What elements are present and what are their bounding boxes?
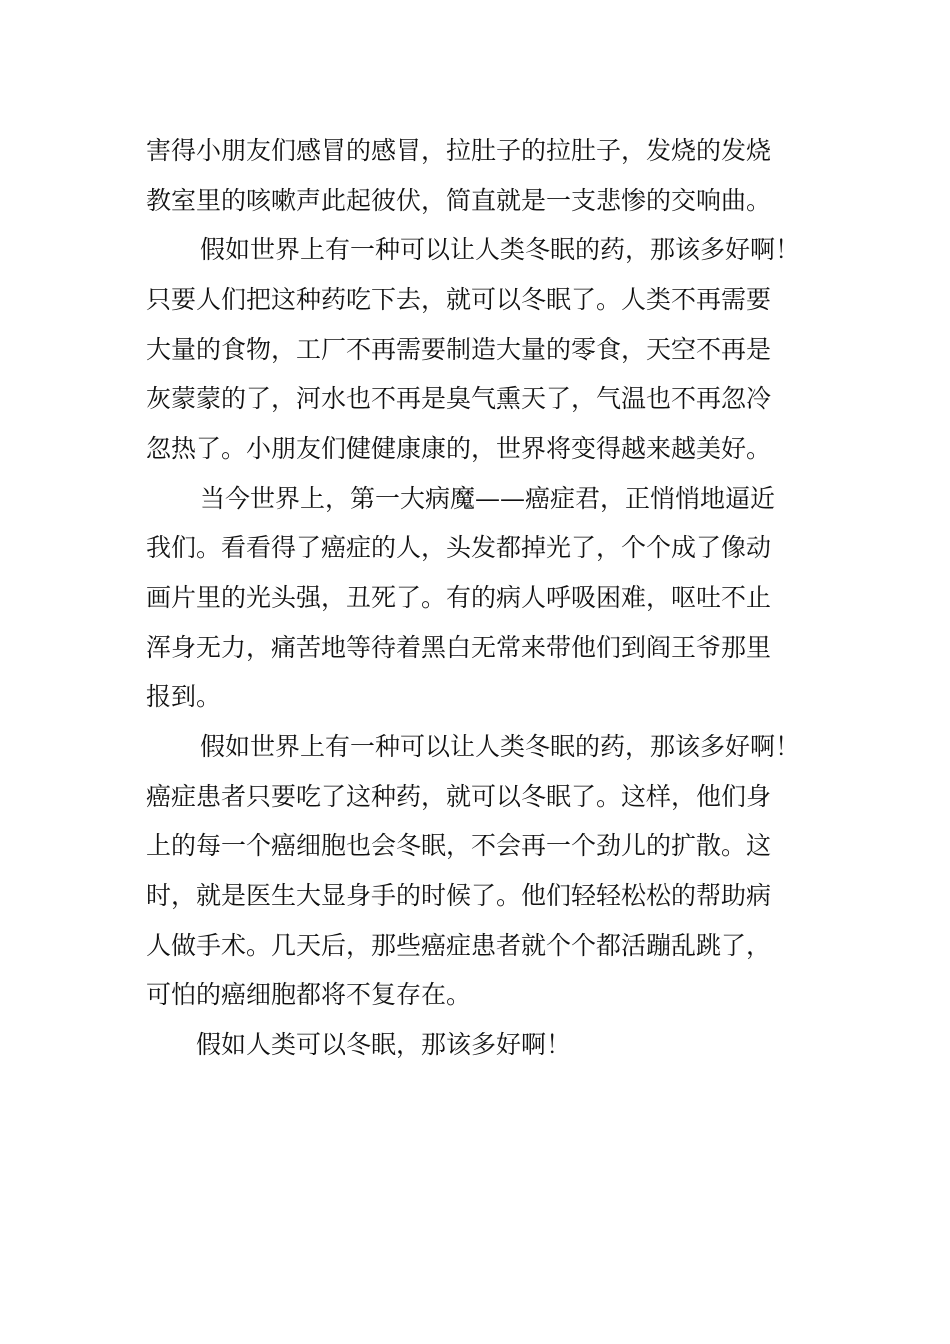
paragraph-start-line: 假如世界上有一种可以让人类冬眠的药，那该多好啊！ — [200, 732, 801, 761]
text-line: 时，就是医生大显身手的时候了。他们轻轻松松的帮助病 — [146, 881, 772, 910]
text-line: 只要人们把这种药吃下去，就可以冬眠了。人类不再需要 — [146, 285, 772, 314]
paragraph-start-line: 假如世界上有一种可以让人类冬眠的药，那该多好啊！ — [200, 235, 801, 264]
text-line: 灰蒙蒙的了，河水也不再是臭气熏天了，气温也不再忽冷 — [146, 384, 772, 413]
text-line: 我们。看看得了癌症的人，头发都掉光了，个个成了像动 — [146, 533, 772, 562]
text-line: 人做手术。几天后，那些癌症患者就个个都活蹦乱跳了， — [146, 931, 772, 960]
text-line: 教室里的咳嗽声此起彼伏，简直就是一支悲惨的交响曲。 — [146, 186, 772, 215]
text-line: 大量的食物，工厂不再需要制造大量的零食，天空不再是 — [146, 335, 772, 364]
paragraph-start-line: 假如人类可以冬眠，那该多好啊！ — [196, 1030, 572, 1059]
text-line: 画片里的光头强，丑死了。有的病人呼吸困难，呕吐不止 — [146, 583, 772, 612]
text-line: 癌症患者只要吃了这种药，就可以冬眠了。这样，他们身 — [146, 782, 772, 811]
paragraph-start-line: 当今世界上，第一大病魔——癌症君，正悄悄地逼近 — [200, 484, 776, 513]
text-line: 上的每一个癌细胞也会冬眠，不会再一个劲儿的扩散。这 — [146, 831, 772, 860]
text-line: 可怕的癌细胞都将不复存在。 — [146, 980, 472, 1009]
text-line: 害得小朋友们感冒的感冒，拉肚子的拉肚子，发烧的发烧 — [146, 136, 772, 165]
text-line: 忽热了。小朋友们健健康康的，世界将变得越来越美好。 — [146, 434, 772, 463]
text-line: 浑身无力，痛苦地等待着黑白无常来带他们到阎王爷那里 — [146, 633, 772, 662]
text-line: 报到。 — [146, 682, 222, 711]
